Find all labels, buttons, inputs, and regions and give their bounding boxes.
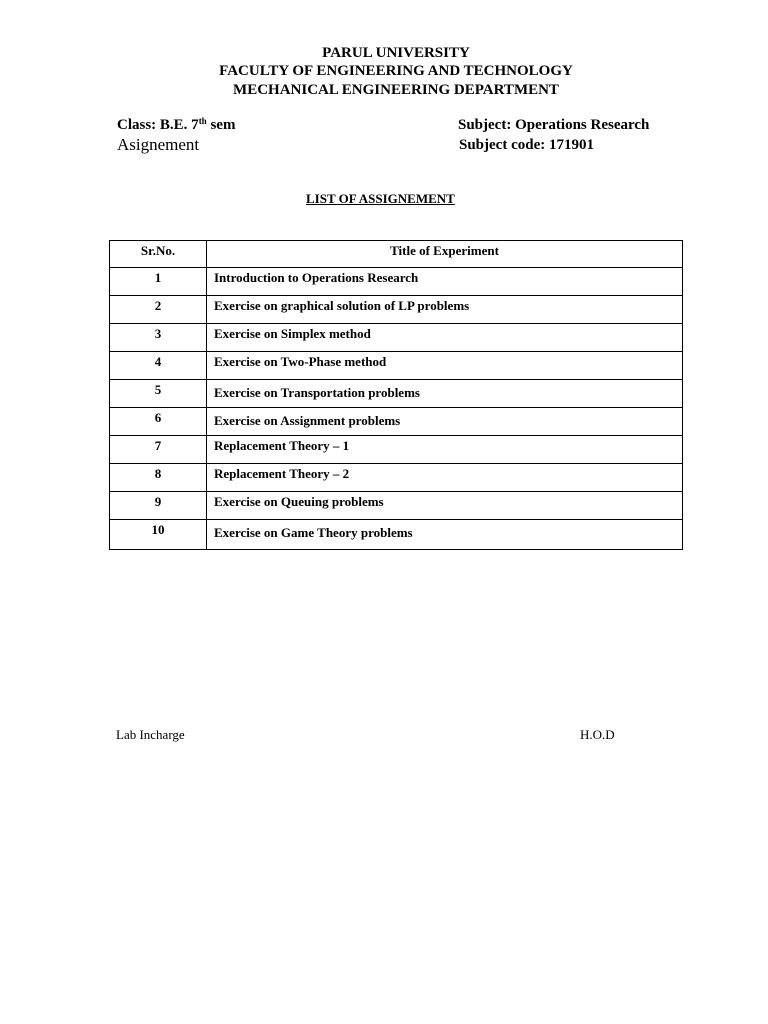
row-title: Exercise on Two-Phase method	[207, 352, 683, 380]
row-srno: 10	[110, 520, 207, 550]
column-header-title: Title of Experiment	[207, 241, 683, 268]
row-title: Replacement Theory – 1	[207, 436, 683, 464]
table-row	[110, 352, 683, 380]
row-title: Exercise on graphical solution of LP problems	[207, 296, 683, 324]
faculty-name: FACULTY OF ENGINEERING AND TECHNOLOGY	[219, 63, 573, 79]
table-row	[110, 520, 683, 550]
row-title: Exercise on Assignment problems	[207, 408, 683, 436]
row-title: Exercise on Game Theory problems	[207, 520, 683, 550]
row-srno: 6	[110, 408, 207, 436]
row-srno: 4	[110, 352, 207, 380]
table-row	[110, 408, 683, 436]
row-title: Exercise on Queuing problems	[207, 492, 683, 520]
row-srno: 5	[110, 380, 207, 408]
table-row	[110, 296, 683, 324]
class-suffix: sem	[206, 117, 236, 133]
experiment-table	[109, 240, 683, 550]
class-info	[117, 117, 235, 134]
row-title: Replacement Theory – 2	[207, 464, 683, 492]
row-srno: 9	[110, 492, 207, 520]
row-srno: 7	[110, 436, 207, 464]
row-srno: 1	[110, 268, 207, 296]
table-row	[110, 324, 683, 352]
hod-signature-label: H.O.D	[580, 727, 615, 742]
table-row	[110, 268, 683, 296]
class-prefix: Class: B.E. 7	[117, 117, 199, 133]
table-row	[110, 464, 683, 492]
lab-incharge-signature-label: Lab Incharge	[116, 727, 185, 742]
table-row	[110, 380, 683, 408]
subject-info: Subject: Operations Research	[458, 117, 650, 133]
table-row	[110, 436, 683, 464]
row-title: Introduction to Operations Research	[207, 268, 683, 296]
row-srno: 2	[110, 296, 207, 324]
table-header-row	[110, 241, 683, 268]
table-row	[110, 492, 683, 520]
column-header-srno: Sr.No.	[110, 241, 207, 268]
class-superscript: th	[198, 116, 207, 126]
row-title: Exercise on Simplex method	[207, 324, 683, 352]
row-srno: 3	[110, 324, 207, 352]
row-srno: 8	[110, 464, 207, 492]
subject-code: Subject code: 171901	[459, 137, 594, 153]
assignment-label: Asignement	[117, 135, 200, 154]
university-name: PARUL UNIVERSITY	[322, 45, 470, 61]
list-title: LIST OF ASSIGNEMENT	[306, 191, 455, 206]
department-name: MECHANICAL ENGINEERING DEPARTMENT	[233, 82, 559, 98]
row-title: Exercise on Transportation problems	[207, 380, 683, 408]
